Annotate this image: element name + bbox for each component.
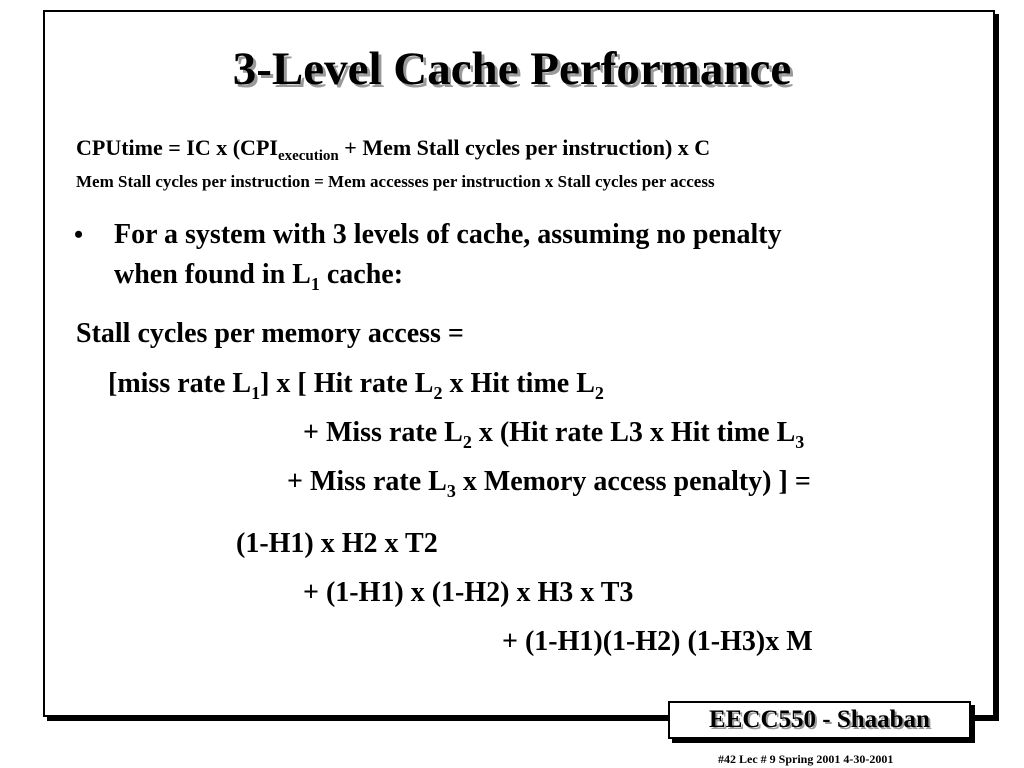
- slide-title: 3-Level Cache Performance: [232, 43, 792, 95]
- stall-row-2: + Miss rate $L_2$ x (Hit rate L3 x Hit time $L_3$: [303, 417, 805, 452]
- bullet-icon: •: [74, 220, 84, 249]
- slide-footnote: #42 Lec # 9 Spring 2001 4-30-2001: [718, 752, 894, 766]
- cputime-formula: [76, 137, 710, 164]
- course-footer-box: EECC550 - Shaaban: [668, 701, 971, 739]
- cputime-formula-part2: + Mem Stall cycles per instruction) x C: [338, 135, 711, 160]
- bullet-line-1: For a system with 3 levels of cache, assuming no penalty: [114, 219, 782, 250]
- cputime-formula-part1: CPUtime = IC x (CPI: [76, 135, 278, 160]
- expansion-term-3: + (1-H1)(1-H2) (1-H3)x M: [502, 626, 813, 657]
- stall-row-3: + Miss rate $L_3$ x Memory access penalty) ] =: [287, 466, 811, 501]
- bullet-line-2: when found in $L_1$ cache:: [114, 259, 404, 294]
- stall-row-1: [miss rate $L_1$] x [ Hit rate $L_2$ x Hit time $L_2$: [108, 368, 604, 403]
- mem-stall-formula: Mem Stall cycles per instruction = Mem accesses per instruction x Stall cycles per access: [76, 172, 715, 191]
- expansion-term-2: + (1-H1) x (1-H2) x H3 x T3: [303, 577, 634, 608]
- cpi-subscript: execution: [277, 148, 339, 164]
- expansion-term-1: (1-H1) x H2 x T2: [236, 528, 438, 559]
- slide-frame: [43, 10, 995, 717]
- stall-heading: Stall cycles per memory access =: [76, 318, 464, 349]
